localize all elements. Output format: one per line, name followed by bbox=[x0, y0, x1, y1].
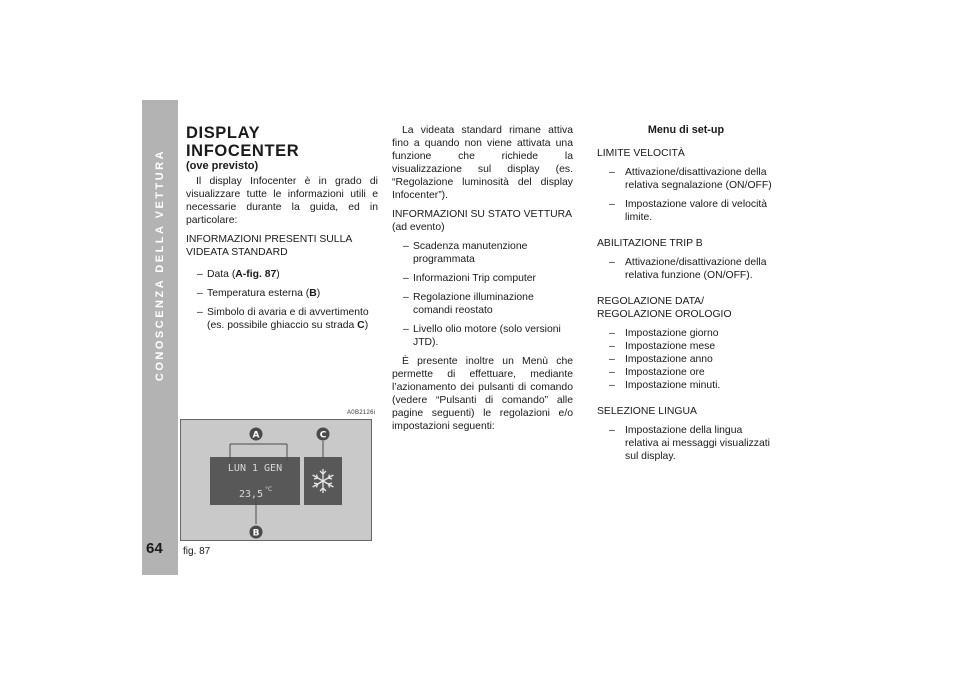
paragraph: La videata standard rimane attiva fino a quando non viene attivata una funzione che richiede la visualizzazione sul display (es. “Regolazione luminosità del display Infocenter”). bbox=[392, 125, 573, 201]
menu-group-heading: SELEZIONE LINGUA bbox=[597, 406, 697, 417]
list-item: – Impostazione giorno bbox=[609, 328, 719, 339]
menu-group-heading: ABILITAZIONE TRIP B bbox=[597, 238, 703, 249]
list-item: – Livello olio motore (solo versioni JTD). bbox=[403, 324, 561, 348]
page-number: 64 bbox=[146, 540, 163, 557]
column-middle bbox=[392, 124, 573, 433]
display-temperature-unit: °C bbox=[265, 486, 273, 493]
list-item: – Regolazione illuminazione comandi reostato bbox=[403, 292, 534, 316]
list-item: – Impostazione minuti. bbox=[609, 380, 721, 391]
section-sidebar bbox=[142, 100, 178, 575]
display-temperature: 23,5 bbox=[238, 489, 264, 500]
intro-paragraph: Il display Infocenter è in grado di visualizzare tutte le informazioni utili e necessarie durante la guida, ed in particolare: bbox=[186, 176, 378, 226]
list-item: – Data (A-fig. 87) bbox=[197, 269, 280, 280]
list-item: – Impostazione valore di velocità limite. bbox=[609, 199, 768, 223]
menu-title: Menu di set-up bbox=[647, 124, 725, 136]
list-item: – Impostazione ore bbox=[609, 367, 705, 378]
list-item: – Attivazione/disattivazione della relativa segnalazione (ON/OFF) bbox=[609, 167, 772, 191]
figure-reference: C bbox=[357, 320, 365, 331]
section-title: CONOSCENZA DELLA VETTURA bbox=[154, 148, 167, 382]
infocenter-display-illustration bbox=[181, 420, 371, 540]
list-item: – Impostazione anno bbox=[609, 354, 713, 365]
column-right bbox=[597, 124, 775, 463]
column-left bbox=[186, 124, 378, 332]
list-item: – Simbolo di avaria e di avvertimento (es. possibile ghiaccio su strada C) bbox=[197, 307, 369, 331]
menu-group-heading: REGOLAZIONE DATA/ REGOLAZIONE OROLOGIO bbox=[597, 296, 732, 320]
list-item: – Impostazione della lingua relativa ai messaggi visualizzati sul display. bbox=[609, 425, 770, 462]
page-subtitle: (ove previsto) bbox=[186, 160, 259, 172]
figure-87 bbox=[180, 419, 372, 541]
section-subheading: (ad evento) bbox=[392, 222, 445, 233]
callout-a-label: A bbox=[252, 430, 260, 441]
list-item: – Attivazione/disattivazione della relativa funzione (ON/OFF). bbox=[609, 257, 767, 281]
list-item: – Temperatura esterna (B) bbox=[197, 288, 321, 299]
page-title: DISPLAY INFOCENTER bbox=[186, 124, 300, 160]
callout-b-label: B bbox=[252, 528, 260, 539]
figure-reference: B bbox=[309, 288, 317, 299]
callout-c-label: C bbox=[319, 430, 327, 441]
display-date: LUN 1 GEN bbox=[227, 463, 283, 474]
figure-caption: fig. 87 bbox=[183, 546, 211, 557]
section-heading: INFORMAZIONI PRESENTI SULLA VIDEATA STANDARD bbox=[186, 234, 352, 258]
menu-group-heading: LIMITE VELOCITÀ bbox=[597, 148, 685, 159]
section-heading: INFORMAZIONI SU STATO VETTURA bbox=[392, 209, 573, 220]
list-item: – Scadenza manutenzione programmata bbox=[403, 241, 528, 265]
figure-reference: A-fig. 87 bbox=[235, 269, 277, 280]
list-item: – Impostazione mese bbox=[609, 341, 716, 352]
list-item: – Informazioni Trip computer bbox=[403, 273, 537, 284]
paragraph: È presente inoltre un Menù che permette di effettuare, mediante l’azionamento dei pulsanti di comando (vedere “Pulsanti di comando” alle pagine seguenti) le regolazioni e/o impostazioni seguenti: bbox=[392, 356, 573, 432]
figure-code: A0B2126i bbox=[347, 410, 376, 416]
